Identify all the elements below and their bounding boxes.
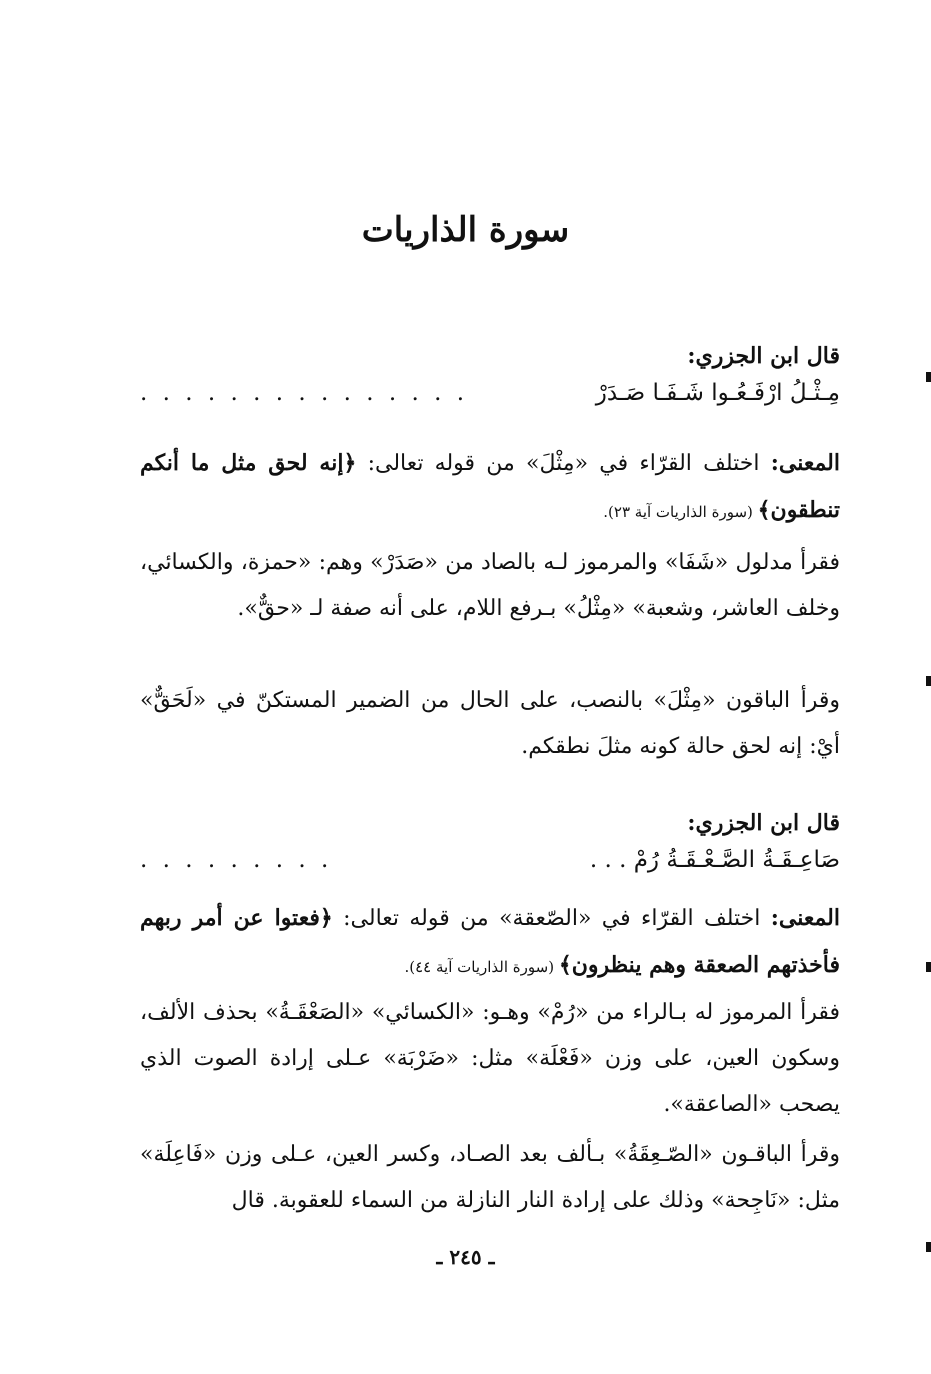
margin-mark [926,1242,931,1252]
verse-line [140,374,840,412]
paragraph-reading-1: فقرأ مدلول «شَفَا» والمرموز لـه بالصاد من «صَدَرْ» وهم: «حمزة، والكسائي، وخلف العاشر، وشعبة» «مِثْلُ» بـرفع اللام، على أنه صفة لـ «حقٌّ». [140,550,840,621]
surah-reference: (سورة الذاريات آية ٢٣). [603,503,758,521]
margin-mark [926,676,931,686]
verse-dots: . . . . . . . . . . . . . . . [140,380,469,406]
margin-mark [926,962,931,972]
paragraph-text: اختلف القرّاء في «الصّعقة» من قوله تعالى: [332,906,771,931]
verse-line [140,841,840,879]
meaning-lead: المعنى: [770,450,840,476]
section-2 [140,805,840,879]
paragraph-meaning-1 [140,440,840,535]
paragraph-reading-3: فقرأ المرموز له بـالراء من «رُمْ» وهـو: «الكسائي» «الصَعْقَـةُ» بحذف الألف، وسكون العين، على وزن «فَعْلَة» مثل: «ضَرْبَة» عـلى إرادة الصوت الذي يصحب «الصاعقة». [140,1000,840,1117]
paragraph-meaning-2 [140,895,840,990]
verse-text: مِـثْـلُ ارْفَـعُـوا شَـفَـا صَـدَرْ [595,380,840,406]
paragraph-text: اختلف القرّاء في «مِثْلَ» من قوله تعالى: [356,451,771,476]
page-number: ـ ٢٤٥ ـ [436,1245,495,1269]
paragraph-reading-2: وقرأ الباقون «مِثْلَ» بالنصب، على الحال من الضمير المستكنّ في «لَحَقٌّ» أيْ: إنه لحق حالة كونه مثلَ نطقكم. [140,688,840,759]
verse-text: صَاعِـقَـةُ الصَّـعْـقَـةُ رُمْ . . . [589,847,840,873]
margin-mark [926,372,931,382]
surah-reference: (سورة الذاريات آية ٤٤). [404,958,559,976]
section-1 [140,338,840,412]
quran-quote: ﴿فعتوا عن أمر ربهم فأخذتهم الصعقة وهم ينظرون﴾ [140,905,840,978]
verse-dots: . . . . . . . . . [140,847,333,873]
quran-quote: ﴿إنه لحق مثل ما أنكم تنطقون﴾ [140,450,840,523]
speaker-label: قال ابن الجزري: [687,343,840,369]
paragraph-reading-4: وقرأ الباقـون «الصّـعِقَةُ» بـألف بعد الصـاد، وكسر العين، عـلى وزن «فَاعِلَة» مثل: «نَاجِحة» وذلك على إرادة النار النازلة من السماء للعقوبة. قال [140,1142,840,1213]
speaker-label: قال ابن الجزري: [687,810,840,836]
page-title: سورة الذاريات [361,210,570,250]
meaning-lead: المعنى: [770,905,840,931]
